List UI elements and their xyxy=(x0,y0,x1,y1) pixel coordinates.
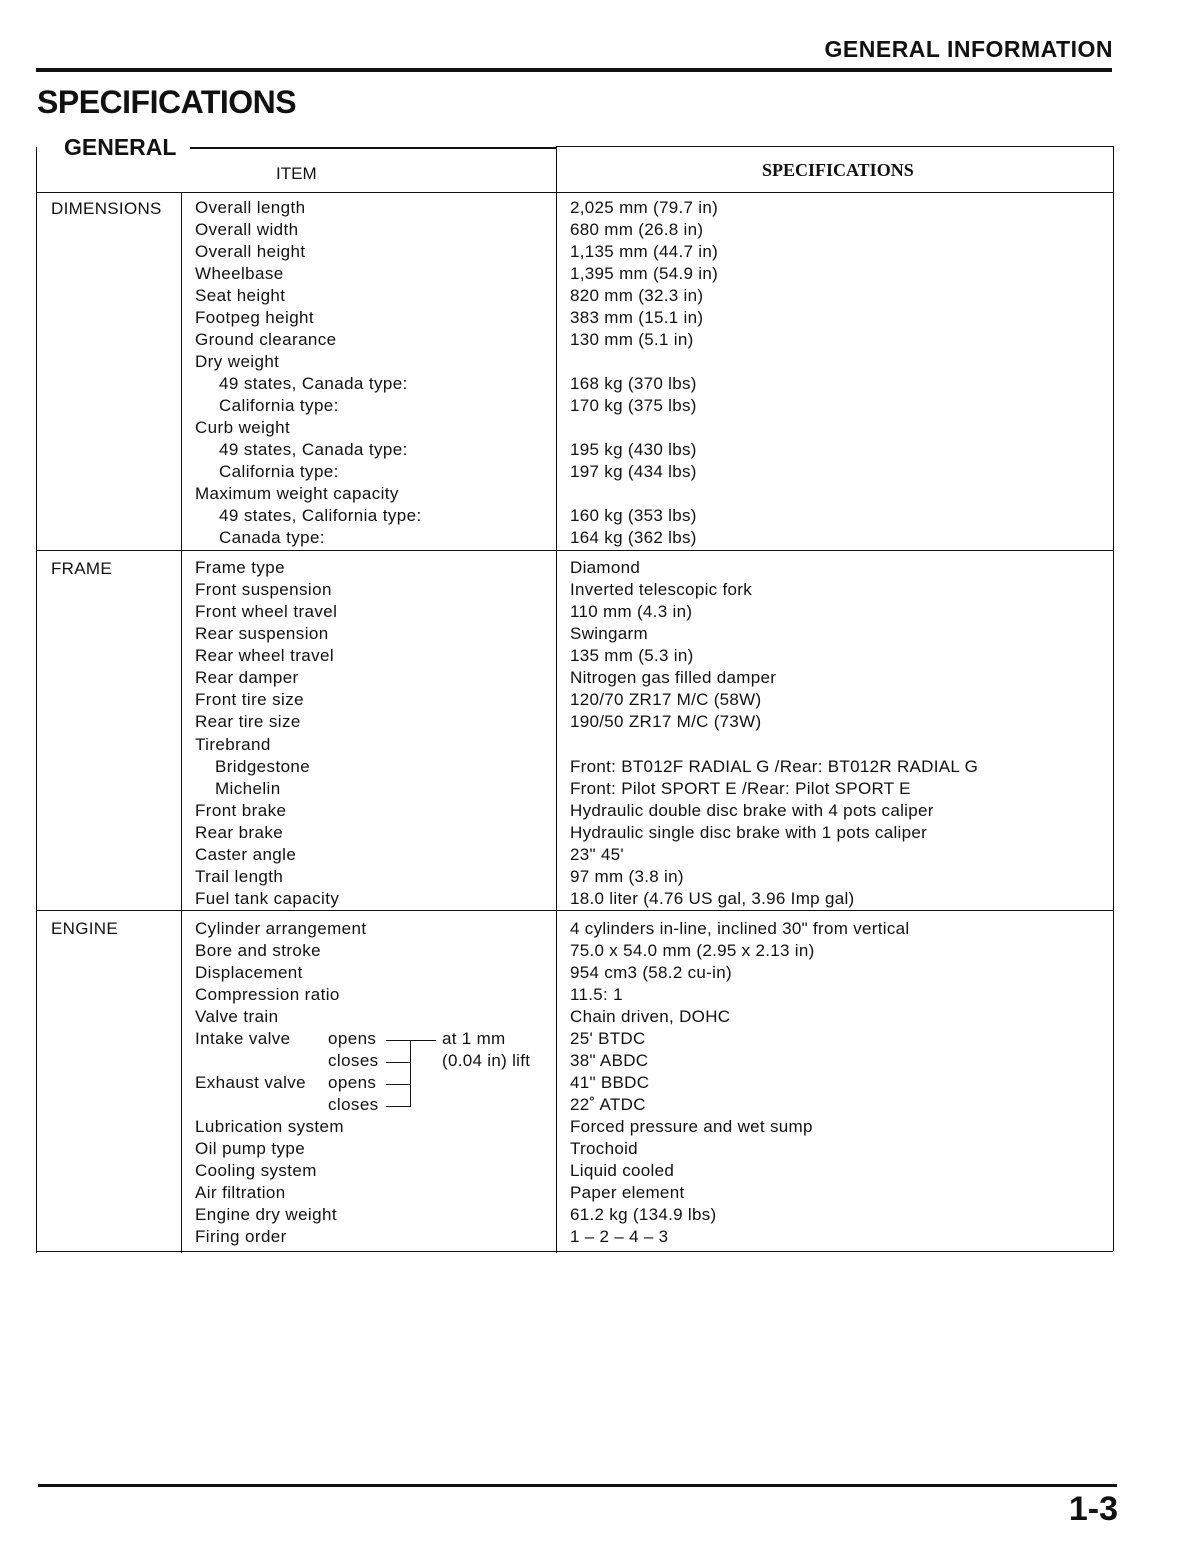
item-label: Canada type: xyxy=(219,528,325,547)
table-header-rule xyxy=(36,192,1113,193)
table-row xyxy=(0,1139,1196,1161)
item-label: Cooling system xyxy=(195,1161,317,1180)
item-label: Rear tire size xyxy=(195,712,301,731)
spec-value: 170 kg (375 lbs) xyxy=(570,396,697,415)
category-dimensions: DIMENSIONS xyxy=(51,199,162,218)
table-row xyxy=(0,624,1196,646)
table-row xyxy=(0,867,1196,889)
table-row xyxy=(0,1183,1196,1205)
table-row xyxy=(0,242,1196,264)
closes-label: closes xyxy=(328,1095,379,1114)
item-label: Engine dry weight xyxy=(195,1205,337,1224)
valve-bracket-spine xyxy=(410,1040,411,1107)
item-label: Firing order xyxy=(195,1227,287,1246)
spec-value: 75.0 x 54.0 mm (2.95 x 2.13 in) xyxy=(570,941,815,960)
spec-value: 164 kg (362 lbs) xyxy=(570,528,697,547)
exhaust-valve-label: Exhaust valve xyxy=(195,1073,307,1092)
lift-note-line1: at 1 mm xyxy=(442,1029,506,1048)
item-label: Air filtration xyxy=(195,1183,286,1202)
item-label: Rear wheel travel xyxy=(195,646,335,665)
spec-value: 41" BBDC xyxy=(570,1073,650,1092)
table-row xyxy=(0,558,1196,580)
item-label: Caster angle xyxy=(195,845,297,864)
item-label: 49 states, Canada type: xyxy=(219,440,408,459)
section-rule xyxy=(190,147,556,149)
valve-bracket-tick xyxy=(386,1084,410,1085)
item-label: Trail length xyxy=(195,867,284,886)
table-row xyxy=(0,735,1196,757)
item-label: Michelin xyxy=(215,779,281,798)
table-row xyxy=(0,845,1196,867)
item-label: Overall width xyxy=(195,220,299,239)
spec-value: Hydraulic double disc brake with 4 pots caliper xyxy=(570,801,934,820)
table-row xyxy=(0,198,1196,220)
table-row xyxy=(0,1117,1196,1139)
spec-value: 130 mm (5.1 in) xyxy=(570,330,694,349)
table-row xyxy=(0,374,1196,396)
table-row xyxy=(0,985,1196,1007)
spec-value: 110 mm (4.3 in) xyxy=(570,602,693,621)
spec-value: 820 mm (32.3 in) xyxy=(570,286,704,305)
spec-value: Front: Pilot SPORT E /Rear: Pilot SPORT E xyxy=(570,779,911,798)
spec-value: 2,025 mm (79.7 in) xyxy=(570,198,719,217)
valve-bracket-tick xyxy=(386,1106,410,1107)
table-row xyxy=(0,963,1196,985)
valve-row-intake-closes xyxy=(0,1051,1196,1073)
valve-row-intake-opens xyxy=(0,1029,1196,1051)
spec-value: 383 mm (15.1 in) xyxy=(570,308,704,327)
item-label: Overall height xyxy=(195,242,306,261)
spec-value: 168 kg (370 lbs) xyxy=(570,374,697,393)
item-label: California type: xyxy=(219,462,339,481)
table-row xyxy=(0,801,1196,823)
item-label: Oil pump type xyxy=(195,1139,306,1158)
table-row xyxy=(0,668,1196,690)
table-top-border xyxy=(556,146,1113,147)
item-label: Overall length xyxy=(195,198,306,217)
table-bottom-border xyxy=(36,1251,1113,1252)
closes-label: closes xyxy=(328,1051,379,1070)
item-label: Rear suspension xyxy=(195,624,329,643)
spec-value: 190/50 ZR17 M/C (73W) xyxy=(570,712,762,731)
spec-value: Liquid cooled xyxy=(570,1161,675,1180)
table-row xyxy=(0,462,1196,484)
item-label: Wheelbase xyxy=(195,264,284,283)
spec-value: 23" 45' xyxy=(570,845,624,864)
item-label: Seat height xyxy=(195,286,286,305)
table-row xyxy=(0,1161,1196,1183)
item-label: Maximum weight capacity xyxy=(195,484,399,503)
spec-value: Nitrogen gas filled damper xyxy=(570,668,777,687)
table-row xyxy=(0,779,1196,801)
item-label: Front tire size xyxy=(195,690,304,709)
table-row xyxy=(0,602,1196,624)
table-row xyxy=(0,941,1196,963)
category-engine: ENGINE xyxy=(51,919,118,938)
section-label: GENERAL xyxy=(64,134,177,160)
item-label: Compression ratio xyxy=(195,985,340,1004)
table-row xyxy=(0,286,1196,308)
opens-label: opens xyxy=(328,1029,377,1048)
spec-value: 25' BTDC xyxy=(570,1029,646,1048)
spec-value: 160 kg (353 lbs) xyxy=(570,506,697,525)
page-title: SPECIFICATIONS xyxy=(37,84,297,120)
spec-value: Hydraulic single disc brake with 1 pots caliper xyxy=(570,823,928,842)
item-column-header: ITEM xyxy=(276,164,317,183)
spec-value: 22˚ ATDC xyxy=(570,1095,646,1114)
item-label: Lubrication system xyxy=(195,1117,344,1136)
valve-bracket-tick xyxy=(386,1062,410,1063)
table-row xyxy=(0,484,1196,506)
valve-bracket-tick xyxy=(386,1040,436,1041)
spec-value: Front: BT012F RADIAL G /Rear: BT012R RADIAL G xyxy=(570,757,979,776)
table-row xyxy=(0,580,1196,602)
spec-value: 195 kg (430 lbs) xyxy=(570,440,697,459)
spec-value: 1,395 mm (54.9 in) xyxy=(570,264,719,283)
table-row xyxy=(0,757,1196,779)
table-row xyxy=(0,690,1196,712)
table-row xyxy=(0,220,1196,242)
spec-value: 18.0 liter (4.76 US gal, 3.96 Imp gal) xyxy=(570,889,855,908)
spec-value: 38" ABDC xyxy=(570,1051,649,1070)
table-row xyxy=(0,330,1196,352)
table-row xyxy=(0,919,1196,941)
spec-value: 11.5: 1 xyxy=(570,985,623,1004)
table-row xyxy=(0,889,1196,911)
header-rule xyxy=(36,68,1112,72)
spec-value: 135 mm (5.3 in) xyxy=(570,646,694,665)
spec-value: Swingarm xyxy=(570,624,648,643)
item-label: 49 states, California type: xyxy=(219,506,422,525)
item-label: Bore and stroke xyxy=(195,941,322,960)
item-label: Displacement xyxy=(195,963,303,982)
table-row xyxy=(0,646,1196,668)
item-label: Curb weight xyxy=(195,418,291,437)
table-row xyxy=(0,712,1196,734)
valve-row-exhaust-opens xyxy=(0,1073,1196,1095)
item-label: 49 states, Canada type: xyxy=(219,374,408,393)
item-label: Rear brake xyxy=(195,823,284,842)
item-label: California type: xyxy=(219,396,339,415)
item-label: Cylinder arrangement xyxy=(195,919,367,938)
item-label: Front suspension xyxy=(195,580,332,599)
table-row xyxy=(0,418,1196,440)
category-frame: FRAME xyxy=(51,559,112,578)
lift-note-line2: (0.04 in) lift xyxy=(442,1051,531,1070)
item-label: Bridgestone xyxy=(215,757,311,776)
item-label: Front brake xyxy=(195,801,287,820)
item-label: Frame type xyxy=(195,558,285,577)
running-header: GENERAL INFORMATION xyxy=(824,36,1113,62)
item-label: Footpeg height xyxy=(195,308,315,327)
spec-value: 1,135 mm (44.7 in) xyxy=(570,242,719,261)
spec-value: Chain driven, DOHC xyxy=(570,1007,731,1026)
spec-value: Trochoid xyxy=(570,1139,638,1158)
table-row xyxy=(0,1007,1196,1029)
item-label: Dry weight xyxy=(195,352,280,371)
table-row xyxy=(0,308,1196,330)
table-row xyxy=(0,506,1196,528)
spec-value: 680 mm (26.8 in) xyxy=(570,220,704,239)
spec-value: 120/70 ZR17 M/C (58W) xyxy=(570,690,762,709)
section-rule-frame xyxy=(36,550,1113,551)
item-label: Front wheel travel xyxy=(195,602,338,621)
footer-rule xyxy=(38,1484,1117,1487)
table-row xyxy=(0,1205,1196,1227)
valve-row-exhaust-closes xyxy=(0,1095,1196,1117)
table-row xyxy=(0,352,1196,374)
spec-value: Forced pressure and wet sump xyxy=(570,1117,813,1136)
table-row xyxy=(0,528,1196,550)
table-row xyxy=(0,823,1196,845)
item-label: Rear damper xyxy=(195,668,299,687)
table-row xyxy=(0,264,1196,286)
item-label: Tirebrand xyxy=(195,735,271,754)
page-number: 1-3 xyxy=(1068,1490,1118,1528)
item-label: Valve train xyxy=(195,1007,279,1026)
table-row xyxy=(0,396,1196,418)
table-row xyxy=(0,1227,1196,1249)
table-row xyxy=(0,440,1196,462)
spec-value: Paper element xyxy=(570,1183,685,1202)
spec-value: Inverted telescopic fork xyxy=(570,580,753,599)
opens-label: opens xyxy=(328,1073,377,1092)
spec-value: 61.2 kg (134.9 lbs) xyxy=(570,1205,717,1224)
spec-column-header: SPECIFICATIONS xyxy=(762,160,914,180)
spec-value: Diamond xyxy=(570,558,641,577)
spec-value: 97 mm (3.8 in) xyxy=(570,867,684,886)
intake-valve-label: Intake valve xyxy=(195,1029,291,1048)
item-label: Ground clearance xyxy=(195,330,337,349)
item-label: Fuel tank capacity xyxy=(195,889,340,908)
spec-value: 197 kg (434 lbs) xyxy=(570,462,697,481)
spec-value: 954 cm3 (58.2 cu-in) xyxy=(570,963,732,982)
spec-value: 1 – 2 – 4 – 3 xyxy=(570,1227,669,1246)
spec-value: 4 cylinders in-line, inclined 30" from vertical xyxy=(570,919,910,938)
